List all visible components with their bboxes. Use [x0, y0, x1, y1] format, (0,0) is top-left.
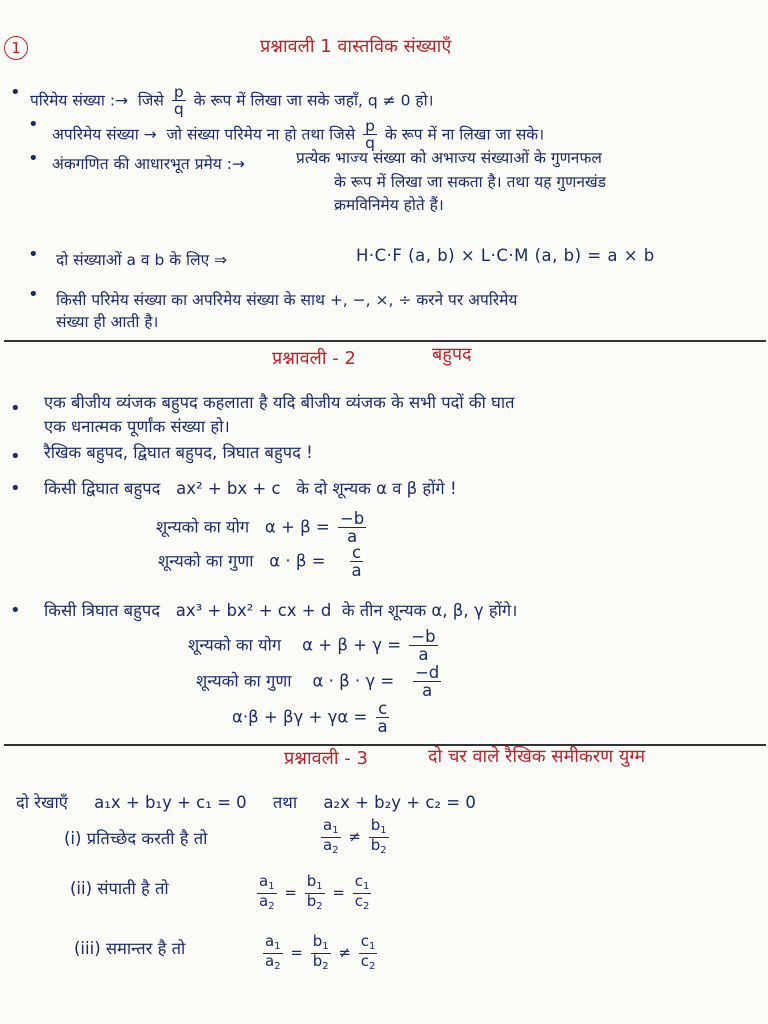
- parallel-label: (iii) समान्तर है तो: [74, 939, 186, 958]
- irrational-text-b: के रूप में ना लिखा जा सके।: [384, 125, 545, 144]
- coincident-label: (ii) संपाती है तो: [70, 879, 169, 898]
- equation-2: a₂x + b₂y + c₂ = 0: [323, 793, 476, 812]
- fundamental-theorem-line3: क्रमविनिमेय होते हैं।: [334, 196, 444, 214]
- bullet-dot: •: [10, 398, 21, 419]
- bullet-dot: •: [10, 446, 21, 467]
- page-number: 1: [4, 36, 28, 60]
- equation-1: a₁x + b₁y + c₁ = 0: [94, 793, 247, 812]
- hcf-lcm-formula: H·C·F (a, b) × L·C·M (a, b) = a × b: [356, 246, 655, 265]
- intersecting-label: (i) प्रतिच्छेद करती है तो: [64, 829, 208, 848]
- section-2-subtitle: बहुपद: [432, 344, 472, 365]
- cubic-pairwise-row: α·β + βγ + γα = $\frac{c}{a}$: [232, 699, 388, 737]
- cubic-product-fraction: $\frac{-d}{a}$: [414, 663, 440, 701]
- cubic-row: किसी त्रिघात बहुपद ax³ + bx² + cx + d के तीन शून्यक α, β, γ होंगे।: [44, 601, 518, 620]
- rational-irrational-line2: संख्या ही आती है।: [56, 313, 159, 331]
- bullet-dot: •: [10, 478, 21, 499]
- intersecting-condition: $\frac{a_1}{a_2}$ ≠ $\frac{b_1}{b_2}$: [323, 816, 387, 856]
- section-divider: [4, 340, 766, 342]
- fundamental-theorem-line2: के रूप में लिखा जा सकता है। तथा यह गुणनखंड: [334, 173, 606, 191]
- quadratic-polynomial: ax² + bx + c: [176, 479, 281, 498]
- bullet-dot: •: [28, 284, 39, 305]
- rational-number-row: [30, 84, 434, 118]
- section-3-subtitle: दो चर वाले रैखिक समीकरण युग्म: [428, 746, 646, 767]
- p-over-q-fraction: $\frac{p}{q}$: [173, 83, 184, 119]
- sum-fraction: $\frac{-b}{a}$: [339, 509, 365, 547]
- bullet-dot: •: [28, 114, 39, 135]
- hcf-lcm-label: दो संख्याओं a व b के लिए ⇒: [56, 251, 228, 269]
- quadratic-product-row: शून्यको का गुणा α · β = $\frac{c}{a}$: [158, 543, 362, 581]
- section-2-title: प्रश्नावली - 2: [272, 348, 356, 369]
- section-1-title: प्रश्नावली 1 वास्तविक संख्याएँ: [260, 36, 452, 57]
- irrational-text-a: जो संख्या परिमेय ना हो तथा जिसे: [166, 125, 356, 144]
- polynomial-definition-line1: एक बीजीय व्यंजक बहुपद कहलाता है यदि बीजीय व्यंजक के सभी पदों की घात: [44, 393, 515, 412]
- fundamental-theorem-line1: प्रत्येक भाज्य संख्या को अभाज्य संख्याओं के गुणनफल: [296, 149, 602, 167]
- quadratic-row: किसी द्विघात बहुपद ax² + bx + c के दो शून्यक α व β होंगे !: [44, 479, 457, 498]
- cubic-product-row: शून्यको का गुणा α · β · γ = $\frac{-d}{a}$: [196, 663, 440, 701]
- bullet-dot: •: [10, 600, 21, 621]
- section-3-title: प्रश्नावली - 3: [284, 748, 368, 769]
- irrational-label: अपरिमेय संख्या →: [52, 125, 157, 144]
- rational-label: परिमेय संख्या :→: [30, 91, 129, 110]
- section-divider: [4, 744, 766, 746]
- p-over-q-fraction: $\frac{p}{q}$: [365, 117, 375, 153]
- cubic-sum-fraction: $\frac{-b}{a}$: [411, 627, 436, 665]
- polynomial-types: रैखिक बहुपद, द्विघात बहुपद, त्रिघात बहुपद !: [44, 443, 313, 462]
- fundamental-theorem-label: अंकगणित की आधारभूत प्रमेय :→: [52, 155, 245, 173]
- cubic-sum-row: शून्यको का योग α + β + γ = $\frac{-b}{a}$: [188, 627, 436, 665]
- polynomial-definition-line2: एक धनात्मक पूर्णांक संख्या हो।: [44, 417, 230, 436]
- quadratic-sum-row: शून्यको का योग α + β = $\frac{-b}{a}$: [156, 509, 365, 547]
- bullet-dot: •: [28, 244, 39, 265]
- bullet-dot: •: [10, 82, 21, 103]
- rational-text-a: जिसे: [137, 91, 164, 110]
- product-fraction: $\frac{c}{a}$: [351, 543, 362, 581]
- parallel-condition: $\frac{a_1}{a_2}$ = $\frac{b_1}{b_2}$ ≠ $\frac{c_1}{c_2}$: [265, 932, 376, 972]
- rational-irrational-line1: किसी परिमेय संख्या का अपरिमेय संख्या के साथ +, −, ×, ÷ करने पर अपरिमेय: [56, 291, 518, 309]
- cubic-polynomial: ax³ + bx² + cx + d: [175, 601, 332, 620]
- line-pair-row: दो रेखाएँ a₁x + b₁y + c₁ = 0 तथा a₂x + b₂y + c₂ = 0: [16, 793, 476, 812]
- cubic-pairwise-fraction: $\frac{c}{a}$: [377, 699, 388, 737]
- coincident-condition: $\frac{a_1}{a_2}$ = $\frac{b_1}{b_2}$ = $\frac{c_1}{c_2}$: [259, 872, 370, 912]
- bullet-dot: •: [28, 148, 39, 169]
- rational-text-b: के रूप में लिखा जा सके जहाँ, q ≠ 0 हो।: [193, 91, 434, 110]
